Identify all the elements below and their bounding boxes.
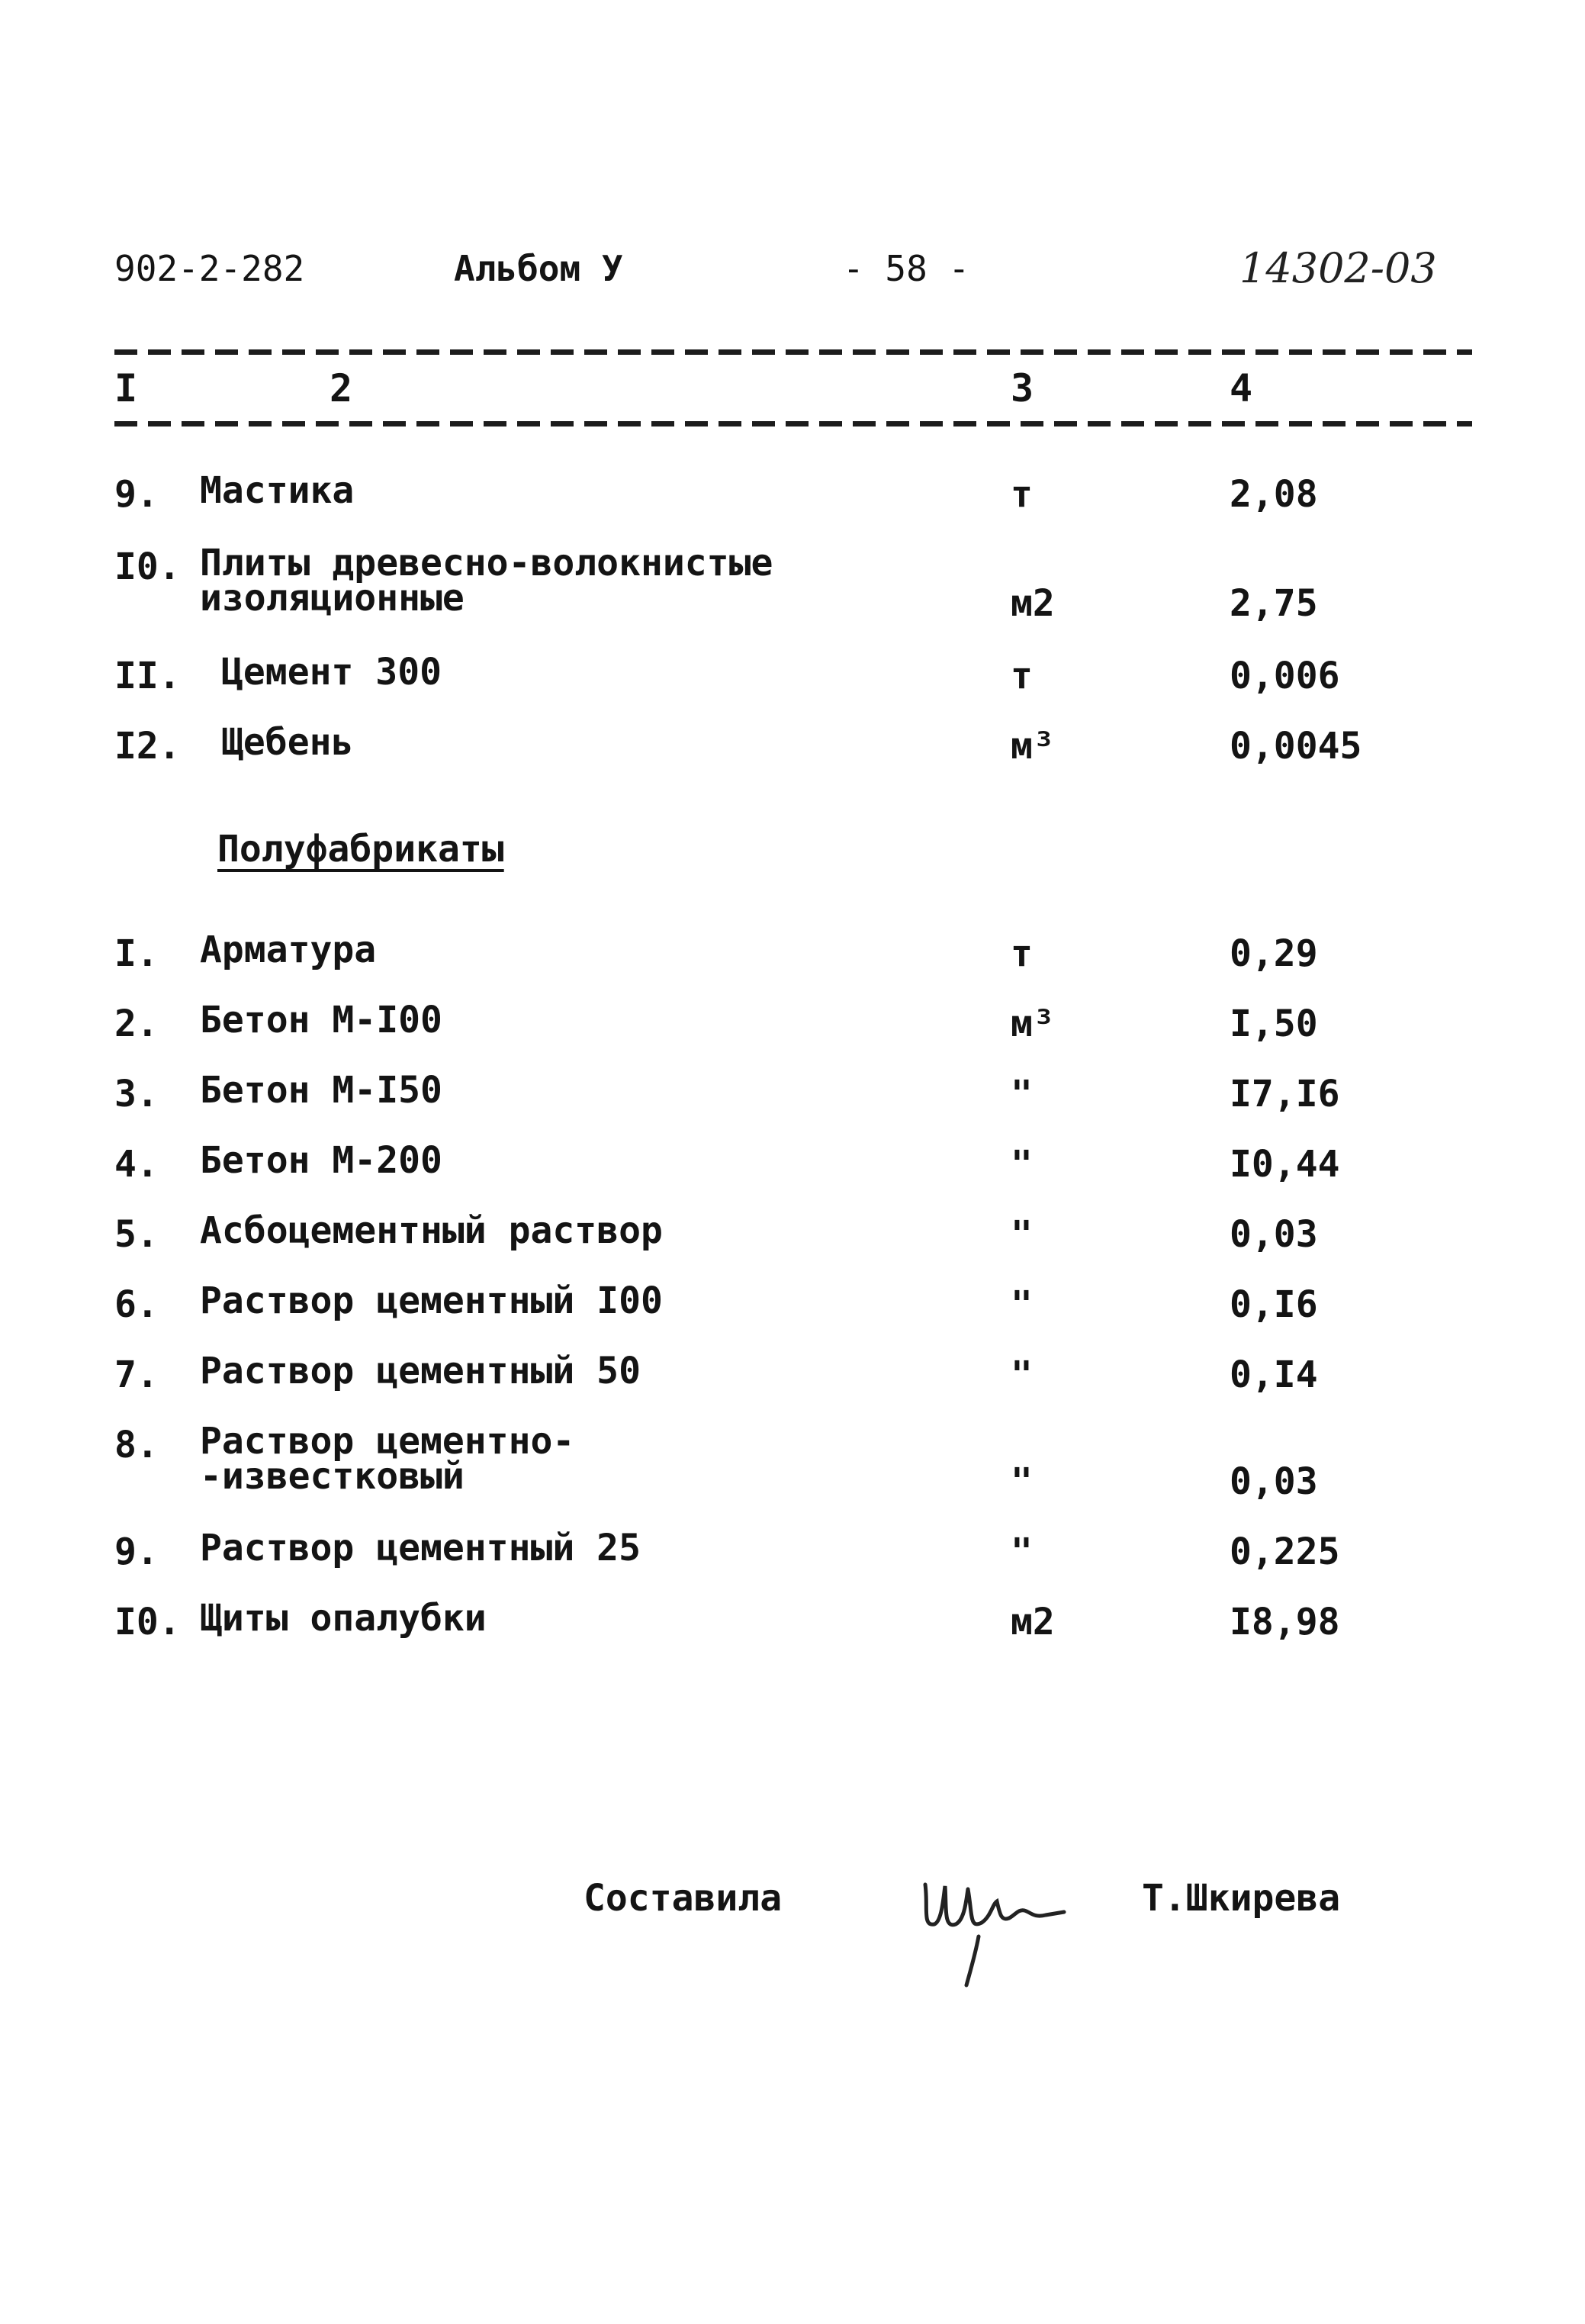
row-number: 4. — [114, 1143, 159, 1186]
album-label: Альбом У — [454, 248, 623, 289]
row-quantity: I8,98 — [1230, 1601, 1340, 1643]
row-number: 7. — [114, 1354, 159, 1396]
section-title: Полуфабрикаты — [217, 828, 504, 871]
row-unit: м³ — [1011, 725, 1055, 768]
row-unit: м2 — [1011, 582, 1055, 625]
row-quantity: 0,03 — [1230, 1213, 1318, 1256]
row-number: I2. — [114, 725, 181, 768]
bottom-dashed-rule — [114, 421, 1472, 426]
row-quantity: I7,I6 — [1230, 1073, 1340, 1115]
row-number: I0. — [114, 546, 181, 588]
row-quantity: I0,44 — [1230, 1143, 1340, 1186]
row-quantity: 0,0045 — [1230, 725, 1362, 768]
row-number: 6. — [114, 1283, 159, 1326]
document-code: 902-2-282 — [114, 248, 305, 289]
row-unit: т — [1011, 932, 1033, 975]
row-quantity: 0,006 — [1230, 655, 1340, 697]
row-quantity: 2,08 — [1230, 473, 1318, 516]
row-unit: " — [1011, 1283, 1033, 1326]
row-unit: " — [1011, 1213, 1033, 1256]
row-number: 9. — [114, 473, 159, 516]
row-unit: т — [1011, 655, 1033, 697]
handwritten-signature — [911, 1854, 1079, 1991]
row-quantity: 0,29 — [1230, 932, 1318, 975]
row-name: Бетон М-I50 — [200, 1069, 442, 1112]
page-number: - 58 - — [843, 248, 970, 289]
row-name: Бетон М-200 — [200, 1139, 442, 1182]
row-name: Плиты древесно-волокнистые изоляционные — [200, 542, 773, 620]
row-unit: " — [1011, 1531, 1033, 1573]
row-number: I. — [114, 932, 159, 975]
row-name: Асбоцементный раствор — [200, 1209, 663, 1252]
compiled-by-label: Составила — [584, 1877, 783, 1920]
row-name: Раствор цементно- -известковый — [200, 1420, 575, 1498]
row-quantity: 0,I6 — [1230, 1283, 1318, 1326]
row-unit: т — [1011, 473, 1033, 516]
row-number: I0. — [114, 1601, 181, 1643]
compiler-name: Т.Шкирева — [1142, 1877, 1341, 1920]
row-number: 2. — [114, 1003, 159, 1045]
row-name: Раствор цементный I00 — [200, 1279, 663, 1322]
row-number: 8. — [114, 1424, 159, 1466]
row-quantity: 0,I4 — [1230, 1354, 1318, 1396]
row-name: Раствор цементный 50 — [200, 1350, 641, 1392]
row-name: Бетон М-I00 — [200, 999, 442, 1041]
top-dashed-rule — [114, 349, 1472, 355]
row-quantity: 2,75 — [1230, 582, 1318, 625]
row-unit: " — [1011, 1143, 1033, 1186]
row-unit: м2 — [1011, 1601, 1055, 1643]
row-name: Щиты опалубки — [200, 1597, 487, 1640]
row-quantity: I,50 — [1230, 1003, 1318, 1045]
row-name: Раствор цементный 25 — [200, 1527, 641, 1569]
row-unit: " — [1011, 1354, 1033, 1396]
column-number-2: 2 — [330, 366, 353, 410]
row-name: Арматура — [200, 929, 377, 971]
row-number: 5. — [114, 1213, 159, 1256]
row-unit: м³ — [1011, 1003, 1055, 1045]
handwritten-reference: 14302-03 — [1239, 244, 1437, 292]
row-name: Щебень — [221, 721, 354, 764]
row-quantity: 0,03 — [1230, 1460, 1318, 1503]
row-name: Мастика — [200, 469, 355, 512]
row-unit: " — [1011, 1073, 1033, 1115]
row-quantity: 0,225 — [1230, 1531, 1340, 1573]
column-number-1: I — [114, 366, 138, 410]
row-number: II. — [114, 655, 181, 697]
row-number: 9. — [114, 1531, 159, 1573]
row-name: Цемент 300 — [221, 651, 442, 694]
column-number-3: 3 — [1011, 366, 1034, 410]
row-unit: " — [1011, 1460, 1033, 1503]
row-number: 3. — [114, 1073, 159, 1115]
column-number-4: 4 — [1230, 366, 1253, 410]
